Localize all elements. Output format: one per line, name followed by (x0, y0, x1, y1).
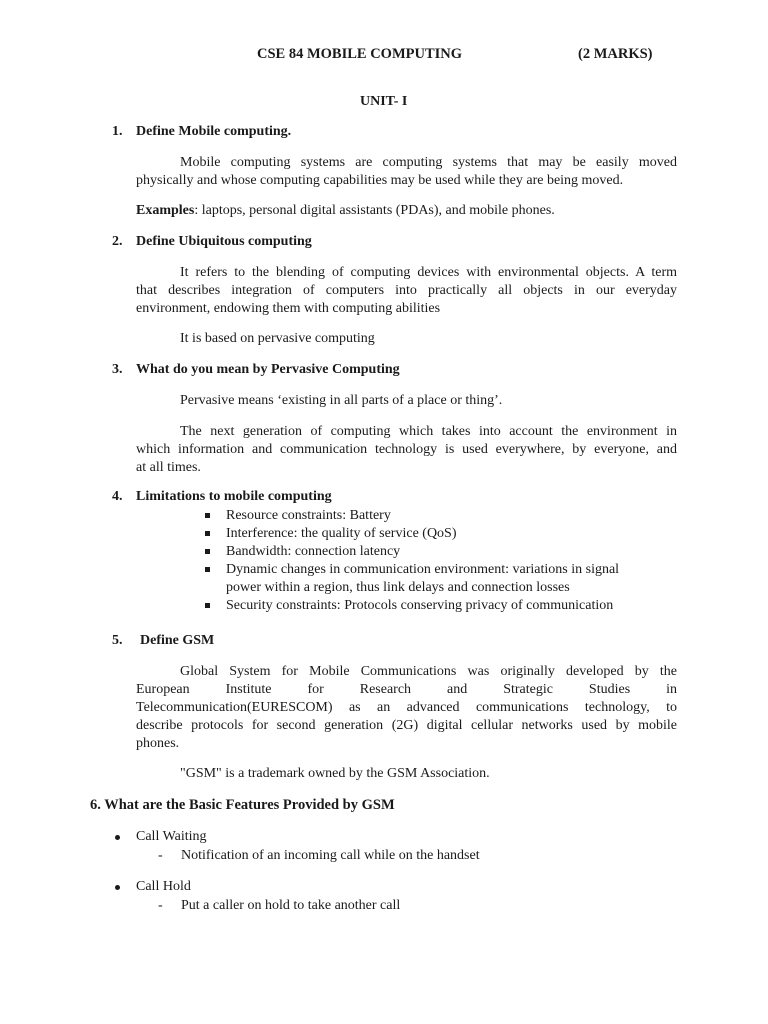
round-bullet-icon (115, 835, 120, 840)
round-bullet-icon (115, 885, 120, 890)
list-item: Bandwidth: connection latency (203, 543, 619, 561)
examples-label: Examples (136, 203, 195, 218)
question-1-paragraph (136, 154, 677, 190)
paragraph-line: The next generation of computing which takes into account the environment in (180, 424, 677, 439)
course-title: CSE 84 MOBILE COMPUTING (257, 46, 463, 62)
question-5-paragraph (136, 663, 677, 753)
question-number: 2. (112, 234, 123, 249)
question-2-paragraph (136, 264, 677, 318)
question-title: Define Ubiquitous computing (136, 234, 312, 249)
square-bullet-icon (205, 603, 210, 608)
list-item: Dynamic changes in communication environment: variations in signal (203, 561, 619, 579)
question-number: 4. (112, 489, 123, 504)
paragraph-line: phones. (136, 736, 180, 751)
paragraph-line: at all times. (136, 460, 201, 475)
unit-heading: UNIT- I (360, 94, 408, 109)
question-number: 1. (112, 124, 123, 139)
question-number: 5. (112, 633, 123, 648)
dash-bullet: - (158, 898, 163, 913)
question-title: Define Mobile computing. (136, 124, 292, 139)
paragraph-line: physically and whose computing capabilities may be used while they are being moved. (136, 173, 624, 188)
paragraph-line: Global System for Mobile Communications was originally developed by the (180, 664, 677, 679)
list-item: Interference: the quality of service (QoS) (203, 525, 619, 543)
feature-desc-text: Put a caller on hold to take another call (181, 898, 401, 913)
question-title: Define GSM (140, 633, 215, 648)
feature-name: Call Hold (136, 879, 191, 894)
square-bullet-icon (205, 567, 210, 572)
square-bullet-icon (205, 549, 210, 554)
question-5-note: "GSM" is a trademark owned by the GSM Association. (180, 766, 490, 781)
examples-text: : laptops, personal digital assistants (PDAs), and mobile phones. (194, 203, 555, 218)
paragraph-line: Mobile computing systems are computing systems that may be easily moved (180, 155, 677, 170)
list-item-continuation: power within a region, thus link delays and connection losses (226, 580, 570, 595)
question-title: Limitations to mobile computing (136, 489, 332, 504)
question-3-definition: Pervasive means ‘existing in all parts of a place or thing’. (180, 393, 503, 408)
examples-line (136, 203, 555, 219)
square-bullet-icon (205, 531, 210, 536)
square-bullet-icon (205, 513, 210, 518)
paragraph-line: that describes integration of computers into practically all objects in our everyday (136, 283, 677, 298)
list-item: Resource constraints: Battery (203, 507, 619, 525)
paragraph-line: It refers to the blending of computing devices with environmental objects. A term (180, 265, 677, 280)
question-title: What do you mean by Pervasive Computing (136, 362, 400, 377)
question-6-heading: 6. What are the Basic Features Provided by GSM (90, 797, 395, 813)
limitations-list (203, 507, 619, 615)
question-number: 3. (112, 362, 123, 377)
list-item: Security constraints: Protocols conserving privacy of communication (203, 597, 619, 615)
paragraph-line: which information and communication technology is used everywhere, by everyone, and (136, 442, 677, 457)
paragraph-line: Telecommunication(EURESCOM) as an advanced communications technology, to (136, 700, 677, 715)
marks-label: (2 MARKS) (578, 46, 653, 62)
paragraph-line: describe protocols for second generation (2G) digital cellular networks used by mobile (136, 718, 677, 733)
feature-desc-text: Notification of an incoming call while on the handset (181, 848, 480, 863)
question-3-paragraph (136, 423, 677, 477)
feature-name: Call Waiting (136, 829, 207, 844)
dash-bullet: - (158, 848, 163, 863)
question-2-note: It is based on pervasive computing (180, 331, 375, 346)
paragraph-line: environment, endowing them with computing abilities (136, 301, 441, 316)
paragraph-line: European Institute for Research and Strategic Studies in (136, 682, 677, 697)
